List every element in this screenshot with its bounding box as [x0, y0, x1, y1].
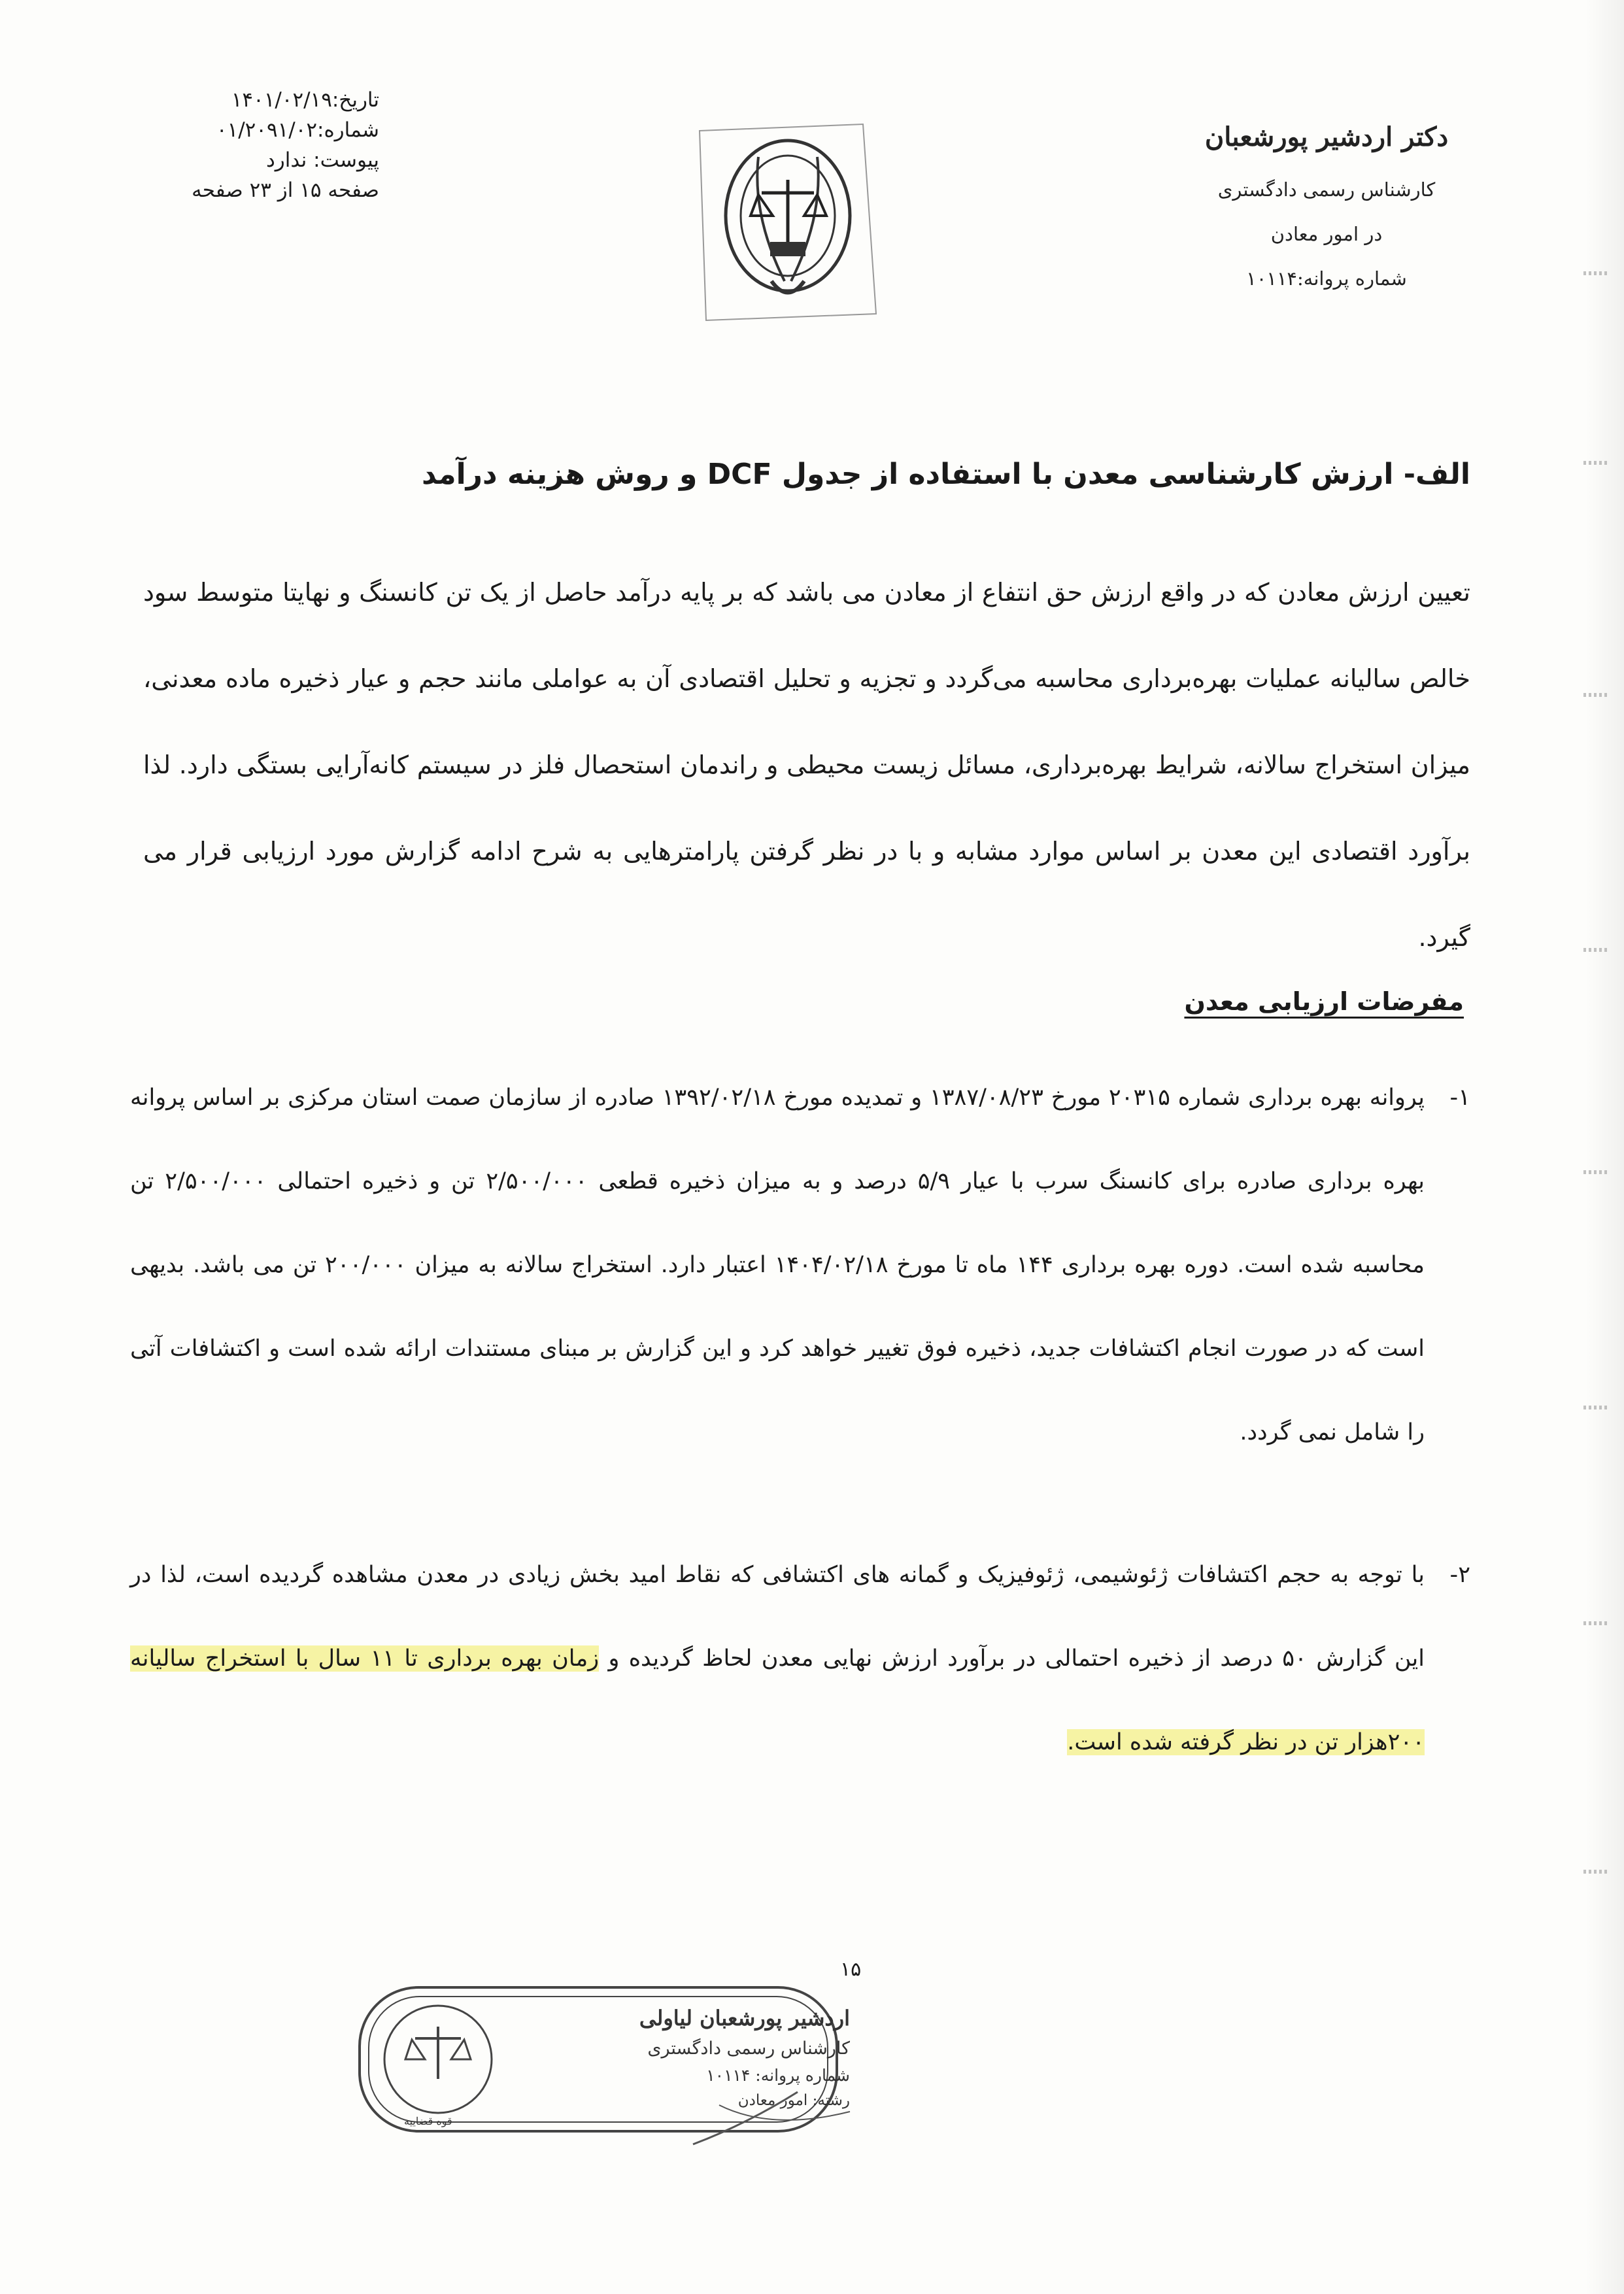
stamp-text: [353, 1981, 863, 2151]
intro-paragraph: تعیین ارزش معادن که در واقع ارزش حق انتفاع از معادن می باشد که بر پایه درآمد حاصل از یک تن کانسنگ و نهایتا متوسط سود خالص سالیانه عملیات بهره‌برداری محاسبه می‌گردد و تجزیه و تحلیل اقتصادی آن به عواملی مانند حجم و عیار ذخیره ماده معدنی، میزان استخراج سالانه، شرایط بهره‌برداری، مسائل زیست محیطی و راندمان استحصال فلز در سیستم کانه‌آرایی بستگی دارد. لذا برآورد اقتصادی این معدن بر اساس موارد مشابه و با در نظر گرفتن پارامترهایی به شرح ادامه گزارش مورد ارزیابی قرار می گیرد.: [143, 578, 1470, 952]
item-number: ۱-: [1449, 1085, 1470, 1111]
assumptions-subheading: مفرضات ارزیابی معدن: [1184, 987, 1464, 1016]
date-line: تاریخ:۱۴۰۱/۰۲/۱۹: [231, 88, 379, 112]
scan-edge-shadow: [1585, 0, 1624, 2294]
letter-meta: [163, 85, 379, 205]
binder-mark: [1583, 461, 1610, 465]
binder-mark: [1583, 1870, 1610, 1874]
binder-mark: [1583, 1170, 1610, 1174]
expert-info: [1189, 124, 1464, 310]
page-line: صفحه ۱۵ از ۲۳ صفحه: [192, 178, 379, 202]
expert-field: در امور معادن: [1270, 223, 1383, 245]
highlighted-text: زمان بهره برداری تا ۱۱ سال با استخراج سالیانه ۲۰۰هزار تن در نظر گرفته شده است.: [130, 1645, 1425, 1755]
binder-mark: [1583, 1621, 1610, 1625]
item-text: پروانه بهره برداری شماره ۲۰۳۱۵ مورخ ۱۳۸۷/۰۸/۲۳ و تمدیده مورخ ۱۳۹۲/۰۲/۱۸ صادره از سازمان صمت استان مرکزی بر اساس پروانه بهره برداری صادره برای کانسنگ سرب با عیار ۵/۹ درصد و به میزان ذخیره قطعی ۲/۵۰۰/۰۰۰ تن و ذخیره احتمالی ۲/۵۰۰/۰۰۰ تن محاسبه شده است. دوره بهره برداری ۱۴۴ ماه تا مورخ ۱۴۰۴/۰۲/۱۸ اعتبار دارد. استخراج سالانه به میزان ۲۰۰/۰۰۰ تن می باشد. بدیهی است که در صورت انجام اکتشافات جدید، ذخیره فوق تغییر خواهد کرد و این گزارش بر مبنای مستندات ارائه شده است و اکتشافات آتی را شامل نمی گردد.: [130, 1085, 1425, 1445]
expert-name: دکتر اردشیر پورشعبان: [1204, 122, 1449, 152]
license-number: شماره پروانه:۱۰۱۱۴: [1246, 267, 1407, 290]
stamp-field: رشته: امور معادن: [737, 2092, 850, 2109]
item-text: [130, 1533, 1425, 1784]
binder-mark: [1583, 948, 1610, 952]
list-item: [130, 1533, 1470, 1784]
stamp-name: اردشیر پورشعبان لیاولی: [639, 2006, 850, 2031]
list-item: [130, 1056, 1470, 1474]
item-number: ۲-: [1449, 1562, 1470, 1588]
binder-mark: [1583, 1406, 1610, 1409]
official-stamp: [353, 1981, 863, 2151]
stamp-badge-text: قوه قضاییه: [404, 2115, 452, 2127]
stamp-license: شماره پروانه: ۱۰۱۱۴: [706, 2066, 850, 2085]
section-heading: الف- ارزش کارشناسی معدن با استفاده از جدول DCF و روش هزینه درآمد: [421, 458, 1470, 491]
stamp-title: کارشناس رسمی دادگستری: [647, 2038, 850, 2059]
attachment-line: پیوست: ندارد: [266, 148, 379, 172]
binder-mark: [1583, 271, 1610, 275]
expert-title: کارشناس رسمی دادگستری: [1217, 178, 1436, 201]
item-text-plain: با توجه به حجم اکتشافات ژئوشیمی، ژئوفیزیک و گمانه های اکتشافی که نقاط امید بخش زیادی در معدن مشاهده گردیده است، لذا در این گزارش ۵۰ درصد از ذخیره احتمالی در برآورد ارزش نهایی معدن لحاظ گردیده و: [130, 1562, 1425, 1672]
page-number: ۱۵: [840, 1958, 862, 1981]
number-line: شماره:۰۱/۲۰۹۱/۰۲: [216, 118, 379, 142]
judiciary-emblem-icon: [693, 118, 883, 327]
binder-mark: [1583, 693, 1610, 697]
